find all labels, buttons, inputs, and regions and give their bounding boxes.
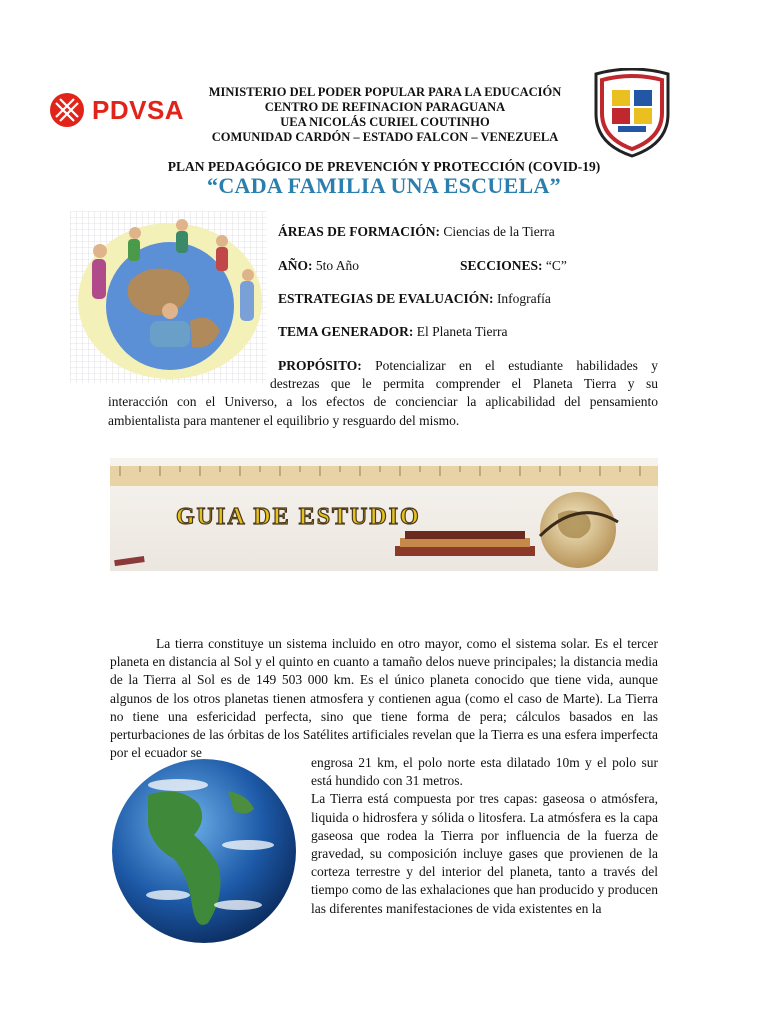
purpose-line-1: [278, 357, 658, 376]
purpose-text-2: destrezas que le permita comprender el Planeta Tierra y su: [270, 376, 658, 391]
pdvsa-logo-text: PDVSA: [92, 94, 185, 125]
areas-label: ÁREAS DE FORMACIÓN:: [278, 224, 440, 239]
theme-value: El Planeta Tierra: [416, 324, 508, 339]
areas-row: [278, 224, 555, 240]
institution-header: [190, 85, 580, 145]
theme-row: [278, 324, 508, 340]
pdvsa-emblem-icon: [48, 91, 86, 129]
strategies-label: ESTRATEGIAS DE EVALUACIÓN:: [278, 291, 494, 306]
study-guide-banner: [110, 458, 658, 571]
header-line-community: COMUNIDAD CARDÓN – ESTADO FALCON – VENEZUELA: [211, 130, 559, 144]
body-paragraph-1-text: La tierra constituye un sistema incluido en otro mayor, como el sistema solar. Es el tercer planeta en distancia al Sol y el quinto en cuanto a tamaño delos nueve principales; la distancia media de la Tierra al Sol es de 149 503 000 km. Es el único planeta conocido que tiene vida, aunque algunos de los otros planetas tienen atmosfera y contienen agua (como el caso de Marte). La Tierra no tiene una esfericidad perfecta, sino que tiene forma de pera; cálculos basados en las perturbaciones de las órbitas de los Satélites artificiales revelan que la Tierra es una esfera imperfecta por el ecuador se: [110, 636, 658, 761]
body-paragraph-1: [110, 635, 658, 762]
strategies-row: [278, 291, 551, 307]
year-value: 5to Año: [315, 258, 360, 273]
strategies-value: Infografía: [496, 291, 551, 306]
header-line-center: CENTRO DE REFINACION PARAGUANA: [264, 100, 506, 114]
header-line-school: UEA NICOLÁS CURIEL COUTINHO: [280, 115, 490, 129]
purpose-text-1: Potencializar en el estudiante habilidades y: [375, 358, 658, 373]
earth-globe-image: [108, 755, 300, 947]
sections-value: “C”: [545, 258, 567, 273]
slogan: “CADA FAMILIA UNA ESCUELA”: [207, 173, 561, 198]
sections-label: SECCIONES:: [460, 258, 543, 273]
purpose-label: PROPÓSITO:: [278, 358, 362, 373]
plan-title: PLAN PEDAGÓGICO DE PREVENCIÓN Y PROTECCIÓN (COVID-19): [167, 159, 601, 174]
theme-label: TEMA GENERADOR:: [278, 324, 414, 339]
side-text: [311, 754, 658, 918]
hands-around-world-image: [70, 211, 267, 383]
pdvsa-logo: [48, 88, 193, 132]
body-paragraph-2: La Tierra está compuesta por tres capas: gaseosa o atmósfera, liquida o hidrosfera y sólida o litosfera. La atmósfera es la capa gaseosa que rodea la Tierra por influencia de la fuerza de gravedad, su composición incluye gases que provienen de la corteza terrestre y del interior del planeta, tanto a través del tiempo como de las exhalaciones que han producido y producen las diferentes manifestaciones de vida existentes en la: [311, 791, 658, 916]
banner-title: GUIA DE ESTUDIO: [176, 504, 421, 530]
areas-value: Ciencias de la Tierra: [443, 224, 555, 239]
school-crest-icon: [590, 68, 674, 158]
header-line-ministry: MINISTERIO DEL PODER POPULAR PARA LA EDUCACIÓN: [208, 85, 562, 99]
year-row: [278, 258, 359, 274]
body-paragraph-1-continuation: engrosa 21 km, el polo norte esta dilatado 10m y el polo sur está hundido con 31 metros.: [311, 755, 658, 789]
purpose-text-rest: interacción con el Universo, a los efectos de concienciar la aplicabilidad del pensamiento ambientalista para mantener el equilibrio y resguardo del mismo.: [108, 394, 658, 428]
year-label: AÑO:: [278, 258, 313, 273]
sections-row: [460, 258, 567, 274]
